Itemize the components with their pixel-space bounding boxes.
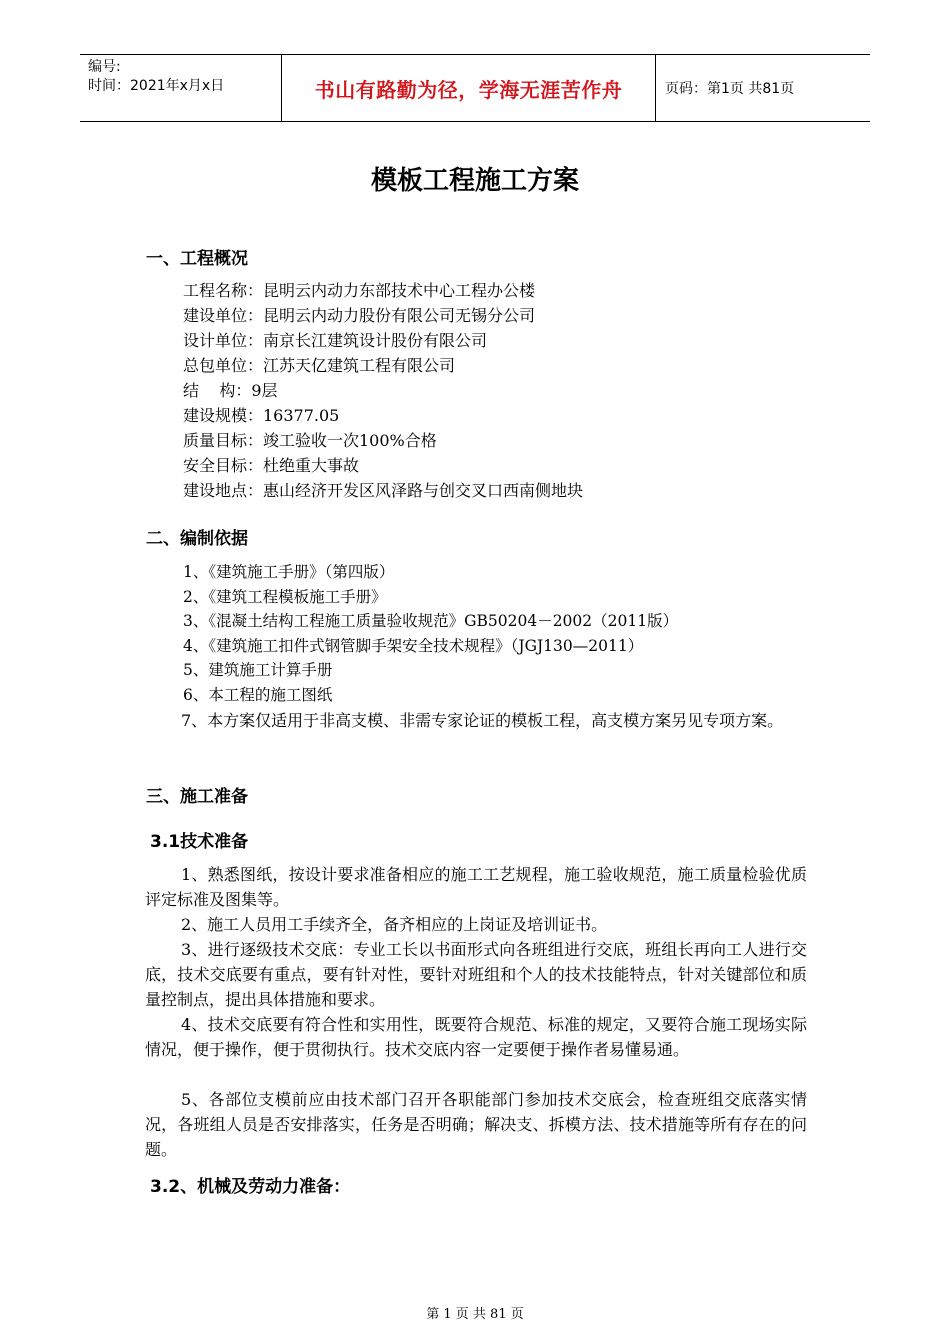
info-row: 结 构：9层 <box>183 381 278 400</box>
info-row: 总包单位：江苏天亿建筑工程有限公司 <box>183 356 456 375</box>
tech-paragraph: 4、技术交底要有符合性和实用性，既要符合规范、标准的规定，又要符合施工现场实际情况，便于操作，便于贯彻执行。技术交底内容一定要便于操作者易懂易通。 <box>145 1015 807 1059</box>
header-page-info: 页码：第1页 共81页 <box>665 81 795 97</box>
basis-paragraph-7: 7、本方案仅适用于非高支模、非需专家论证的模板工程，高支模方案另见专项方案。 <box>181 711 784 730</box>
info-row: 建设地点：惠山经济开发区风泽路与创交叉口西南侧地块 <box>183 481 584 500</box>
list-item: 6、本工程的施工图纸 <box>183 685 333 704</box>
section-heading-overview: 一、工程概况 <box>146 249 248 269</box>
list-item: 5、建筑施工计算手册 <box>183 661 333 679</box>
page-footer: 第 1 页 共 81 页 <box>426 1307 524 1322</box>
document-time: 时间：2021年x月x日 <box>88 78 225 94</box>
header-divider <box>655 55 656 121</box>
info-row: 建设规模：16377.05 <box>183 406 340 425</box>
document-title: 模板工程施工方案 <box>370 166 579 196</box>
section-heading-basis: 二、编制依据 <box>146 529 248 549</box>
list-item: 1、《建筑施工手册》（第四版） <box>183 563 395 581</box>
list-item: 2、《建筑工程模板施工手册》 <box>183 587 387 606</box>
tech-paragraph: 5、各部位支模前应由技术部门召开各职能部门参加技术交底会，检查班组交底落实情况，各班组人员是否安排落实，任务是否明确；解决支、拆模方法、技术措施等所有存在的问题。 <box>145 1090 807 1159</box>
tech-paragraph: 1、熟悉图纸，按设计要求准备相应的施工工艺规程，施工验收规范，施工质量检验优质评定标准及图集等。 <box>145 865 807 909</box>
page-header <box>80 54 870 122</box>
document-number-label: 编号: <box>88 59 121 75</box>
list-item: 4、《建筑施工扣件式钢管脚手架安全技术规程》（JGJ130—2011） <box>183 636 644 655</box>
project-info-list <box>183 278 583 503</box>
header-motto: 书山有路勤为径，学海无涯苦作舟 <box>314 77 623 102</box>
tech-paragraph: 2、施工人员用工手续齐全，备齐相应的上岗证及培训证书。 <box>181 915 608 934</box>
tech-paragraph: 3、进行逐级技术交底：专业工长以书面形式向各班组进行交底，班组长再向工人进行交底，技术交底要有重点，要有针对性，要针对班组和个人的技术技能特点，针对关键部位和质量控制点，提出具体措施和要求。 <box>145 940 807 1009</box>
info-row: 设计单位：南京长江建筑设计股份有限公司 <box>183 331 488 350</box>
subsection-heading-machinery: 3.2、机械及劳动力准备： <box>150 1177 351 1197</box>
header-meta <box>88 58 288 96</box>
info-row: 安全目标：杜绝重大事故 <box>183 456 360 475</box>
section-heading-preparation: 三、施工准备 <box>146 787 248 807</box>
info-row: 工程名称：昆明云内动力东部技术中心工程办公楼 <box>183 281 536 300</box>
subsection-heading-tech: 3.1技术准备 <box>150 832 249 852</box>
info-row: 建设单位：昆明云内动力股份有限公司无锡分公司 <box>183 306 536 325</box>
basis-list <box>183 560 678 707</box>
info-row: 质量目标：竣工验收一次100%合格 <box>183 431 437 450</box>
list-item: 3、《混凝土结构工程施工质量验收规范》GB50204－2002（2011版） <box>183 612 679 630</box>
